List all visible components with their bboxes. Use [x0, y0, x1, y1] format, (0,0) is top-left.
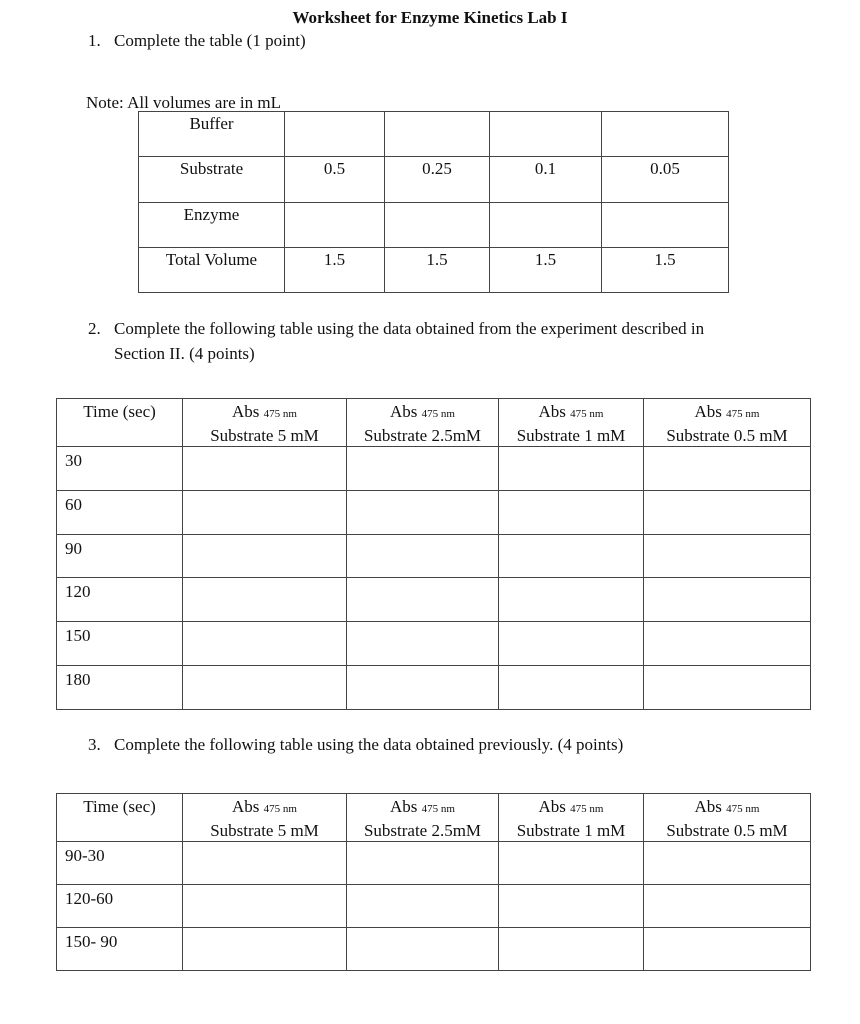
- substrate-label: Substrate 5 mM: [210, 821, 319, 840]
- total-volume-cell: 1.5: [285, 247, 385, 292]
- substrate-2.5mm-header: [347, 399, 499, 447]
- data-cell[interactable]: [347, 842, 499, 885]
- substrate-label: Substrate 2.5mM: [363, 821, 482, 840]
- data-cell[interactable]: [644, 534, 811, 578]
- table-row: [57, 622, 811, 666]
- substrate-label: Substrate 1 mM: [516, 821, 626, 840]
- abs-label: Abs: [694, 402, 722, 421]
- time-cell: 120: [57, 578, 183, 622]
- data-cell[interactable]: [183, 578, 347, 622]
- data-cell[interactable]: [183, 490, 347, 534]
- row-label-buffer: Buffer: [139, 112, 285, 157]
- data-cell[interactable]: [499, 666, 644, 710]
- table-row: [139, 112, 729, 157]
- time-cell: 60: [57, 490, 183, 534]
- substrate-label: Substrate 2.5mM: [363, 426, 482, 445]
- data-cell[interactable]: [183, 447, 347, 491]
- data-cell[interactable]: [347, 447, 499, 491]
- header-row: [57, 399, 811, 447]
- substrate-0.5mm-header: [644, 794, 811, 842]
- time-interval-cell: 120-60: [57, 885, 183, 928]
- substrate-label: Substrate 1 mM: [516, 426, 626, 445]
- question-3-text: Complete the following table using the data obtained previously. (4 points): [114, 735, 624, 754]
- substrate-0.5mm-header: [644, 399, 811, 447]
- substrate-cell: 0.1: [490, 157, 602, 202]
- enzyme-cell[interactable]: [602, 202, 729, 247]
- table-row: [57, 928, 811, 971]
- question-2-text-line2: Section II. (4 points): [114, 344, 255, 363]
- enzyme-cell[interactable]: [385, 202, 490, 247]
- data-cell[interactable]: [183, 885, 347, 928]
- time-cell: 30: [57, 447, 183, 491]
- wavelength-label: 475 nm: [726, 408, 760, 420]
- data-cell[interactable]: [499, 928, 644, 971]
- time-cell: 180: [57, 666, 183, 710]
- data-cell[interactable]: [499, 578, 644, 622]
- substrate-2.5mm-header: [347, 794, 499, 842]
- row-label-substrate: Substrate: [139, 157, 285, 202]
- table-row: [57, 666, 811, 710]
- header-row: [57, 794, 811, 842]
- substrate-5mm-header: [183, 399, 347, 447]
- time-cell: 90: [57, 534, 183, 578]
- worksheet-title: Worksheet for Enzyme Kinetics Lab I: [292, 8, 568, 27]
- row-label-enzyme: Enzyme: [139, 202, 285, 247]
- abs-label: Abs: [390, 402, 418, 421]
- abs-label: Abs: [390, 797, 418, 816]
- data-cell[interactable]: [183, 622, 347, 666]
- wavelength-label: 475 nm: [263, 408, 297, 420]
- buffer-cell[interactable]: [285, 112, 385, 157]
- data-cell[interactable]: [347, 885, 499, 928]
- buffer-cell[interactable]: [602, 112, 729, 157]
- time-interval-cell: 90-30: [57, 842, 183, 885]
- abs-label: Abs: [694, 797, 722, 816]
- wavelength-label: 475 nm: [570, 803, 604, 815]
- wavelength-label: 475 nm: [421, 803, 455, 815]
- data-cell[interactable]: [644, 490, 811, 534]
- time-header: Time (sec): [57, 399, 183, 447]
- data-cell[interactable]: [499, 447, 644, 491]
- table-row: [139, 247, 729, 292]
- data-cell[interactable]: [644, 885, 811, 928]
- question-1: [88, 31, 306, 51]
- data-cell[interactable]: [499, 534, 644, 578]
- data-cell[interactable]: [644, 666, 811, 710]
- wavelength-label: 475 nm: [570, 408, 604, 420]
- volume-table: [138, 111, 729, 293]
- table-row: [57, 447, 811, 491]
- abs-label: Abs: [538, 402, 566, 421]
- total-volume-cell: 1.5: [602, 247, 729, 292]
- data-cell[interactable]: [644, 842, 811, 885]
- question-2-number: 2.: [88, 319, 101, 338]
- data-cell[interactable]: [183, 666, 347, 710]
- question-1-number: 1.: [88, 31, 101, 50]
- time-header: Time (sec): [57, 794, 183, 842]
- difference-table: [56, 793, 811, 971]
- buffer-cell[interactable]: [490, 112, 602, 157]
- question-2-text-line1: Complete the following table using the data obtained from the experiment described in: [114, 319, 705, 338]
- question-3: [88, 735, 623, 755]
- data-cell[interactable]: [183, 842, 347, 885]
- data-cell[interactable]: [644, 622, 811, 666]
- substrate-label: Substrate 5 mM: [210, 426, 319, 445]
- data-cell[interactable]: [644, 578, 811, 622]
- substrate-label: Substrate 0.5 mM: [666, 821, 788, 840]
- table-row: [57, 885, 811, 928]
- enzyme-cell[interactable]: [285, 202, 385, 247]
- data-cell[interactable]: [499, 490, 644, 534]
- data-cell[interactable]: [644, 928, 811, 971]
- wavelength-label: 475 nm: [421, 408, 455, 420]
- table-row: [139, 202, 729, 247]
- wavelength-label: 475 nm: [263, 803, 297, 815]
- table-row: [57, 578, 811, 622]
- row-label-total-volume: Total Volume: [139, 247, 285, 292]
- data-cell[interactable]: [347, 490, 499, 534]
- abs-label: Abs: [232, 402, 260, 421]
- table-row: [57, 490, 811, 534]
- volume-note: Note: All volumes are in mL: [86, 93, 281, 112]
- data-cell[interactable]: [183, 534, 347, 578]
- substrate-cell: 0.25: [385, 157, 490, 202]
- total-volume-cell: 1.5: [385, 247, 490, 292]
- buffer-cell[interactable]: [385, 112, 490, 157]
- enzyme-cell[interactable]: [490, 202, 602, 247]
- table-row: [139, 157, 729, 202]
- data-cell[interactable]: [347, 666, 499, 710]
- data-cell[interactable]: [183, 928, 347, 971]
- data-cell[interactable]: [499, 622, 644, 666]
- question-3-number: 3.: [88, 735, 101, 754]
- wavelength-label: 475 nm: [726, 803, 760, 815]
- question-2: [88, 316, 704, 366]
- data-cell[interactable]: [499, 885, 644, 928]
- data-cell[interactable]: [347, 622, 499, 666]
- data-cell[interactable]: [644, 447, 811, 491]
- total-volume-cell: 1.5: [490, 247, 602, 292]
- abs-label: Abs: [232, 797, 260, 816]
- time-interval-cell: 150- 90: [57, 928, 183, 971]
- absorbance-table: [56, 398, 811, 710]
- time-cell: 150: [57, 622, 183, 666]
- data-cell[interactable]: [347, 578, 499, 622]
- substrate-cell: 0.5: [285, 157, 385, 202]
- substrate-cell: 0.05: [602, 157, 729, 202]
- substrate-1mm-header: [499, 794, 644, 842]
- abs-label: Abs: [538, 797, 566, 816]
- data-cell[interactable]: [347, 534, 499, 578]
- substrate-label: Substrate 0.5 mM: [666, 426, 788, 445]
- table-row: [57, 842, 811, 885]
- substrate-5mm-header: [183, 794, 347, 842]
- table-row: [57, 534, 811, 578]
- data-cell[interactable]: [499, 842, 644, 885]
- data-cell[interactable]: [347, 928, 499, 971]
- question-1-text: Complete the table (1 point): [114, 31, 306, 50]
- substrate-1mm-header: [499, 399, 644, 447]
